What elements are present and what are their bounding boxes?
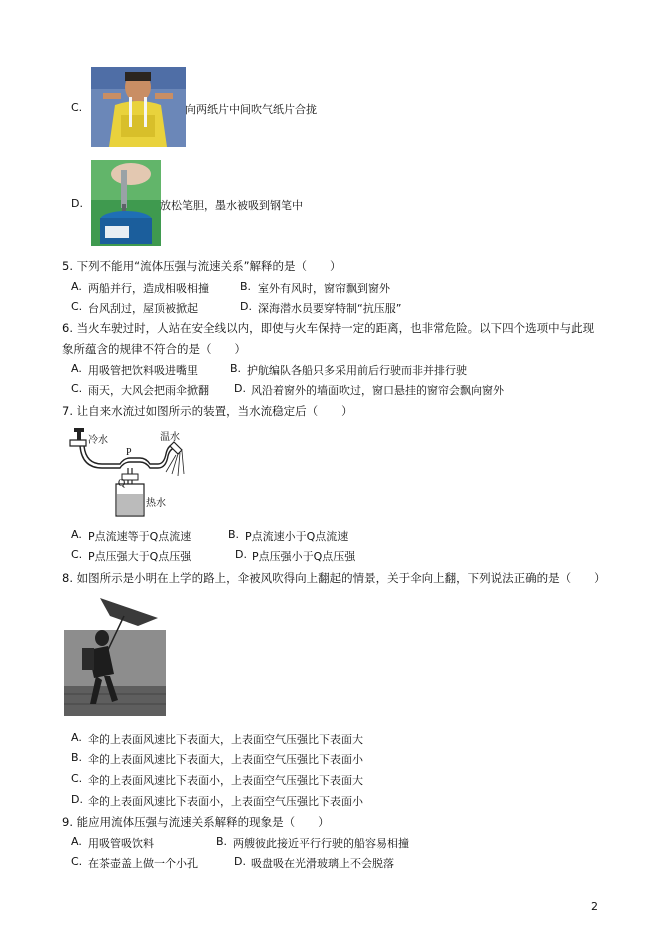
q6-option-c-letter: C. [71, 382, 83, 395]
q8-option-d-text: 伞的上表面风速比下表面小，上表面空气压强比下表面小 [88, 795, 363, 808]
q7-option-d-letter: D. [235, 548, 247, 561]
q9-option-c-letter: C. [71, 855, 83, 868]
q5-option-a-text: 两船并行，造成相吸相撞 [88, 282, 209, 295]
q6-option-d-text: 风沿着窗外的墙面吹过，窗口悬挂的窗帘会飘向窗外 [251, 384, 504, 397]
hot-water-label: 热水 [146, 498, 166, 509]
q7-option-a-text: P点流速等于Q点流速 [88, 530, 192, 543]
q8-option-a-text: 伞的上表面风速比下表面大，上表面空气压强比下表面大 [88, 733, 363, 746]
q5-option-c-letter: C. [71, 300, 83, 313]
q7-option-a-letter: A. [71, 528, 82, 541]
q8-option-b-letter: B. [71, 751, 83, 764]
page-number: 2 [591, 900, 598, 913]
q5-stem: 5. 下列不能用“流体压强与流速关系”解释的是（ ） [62, 259, 342, 273]
cold-water-label: 冷水 [88, 435, 108, 446]
fountain-pen-ink-photo [91, 160, 161, 246]
q9-option-b-letter: B. [216, 835, 228, 848]
q5-option-c-text: 台风刮过，屋顶被掀起 [88, 302, 198, 315]
umbrella-flipped-photo [64, 590, 166, 716]
q6-option-a-letter: A. [71, 362, 82, 375]
q6-option-b-letter: B. [230, 362, 242, 375]
q9-option-c-text: 在茶壶盖上做一个小孔 [88, 857, 198, 870]
q7-option-b-letter: B. [228, 528, 240, 541]
q7-option-b-text: P点流速小于Q点流速 [245, 530, 349, 543]
q5-option-b-letter: B. [240, 280, 252, 293]
q7-stem: 7. 让自来水流过如图所示的装置，当水流稳定后（ ） [62, 404, 353, 418]
q6-stem-line2: 象所蕴含的规律不符合的是（ ） [62, 342, 246, 356]
q6-option-b-text: 护航编队各船只多采用前后行驶而非并排行驶 [247, 364, 467, 377]
q7-option-c-letter: C. [71, 548, 83, 561]
q8-option-c-text: 伞的上表面风速比下表面小，上表面空气压强比下表面大 [88, 774, 363, 787]
point-p-label: P [126, 447, 132, 458]
q9-option-a-text: 用吸管吸饮料 [88, 837, 154, 850]
q9-option-d-letter: D. [234, 855, 246, 868]
q8-stem: 8. 如图所示是小明在上学的路上，伞被风吹得向上翻起的情景，关于伞向上翻，下列说法正确的是（ ） [62, 571, 606, 585]
q4-option-d-text: 放松笔胆，墨水被吸到钢笔中 [160, 199, 303, 212]
q8-option-d-letter: D. [71, 793, 83, 806]
boy-blowing-paper-photo [91, 67, 186, 147]
q9-option-d-text: 吸盘吸在光滑玻璃上不会脱落 [251, 857, 394, 870]
q6-option-a-text: 用吸管把饮料吸进嘴里 [88, 364, 198, 377]
q4-option-c-letter: C. [71, 101, 83, 114]
q4-option-d-letter: D. [71, 197, 83, 210]
q8-option-a-letter: A. [71, 731, 82, 744]
q9-stem: 9. 能应用流体压强与流速关系解释的现象是（ ） [62, 815, 330, 829]
q8-option-b-text: 伞的上表面风速比下表面大，上表面空气压强比下表面小 [88, 753, 363, 766]
q5-option-d-letter: D. [240, 300, 252, 313]
q5-option-d-text: 深海潜水员要穿特制“抗压服” [258, 302, 402, 315]
q6-stem-line1: 6. 当火车驶过时，人站在安全线以内，即使与火车保持一定的距离，也非常危险。以下四个选项中与此现 [62, 321, 595, 335]
q9-option-a-letter: A. [71, 835, 82, 848]
q7-option-d-text: P点压强小于Q点压强 [252, 550, 356, 563]
q5-option-b-text: 室外有风时，窗帘飘到窗外 [258, 282, 390, 295]
q7-option-c-text: P点压强大于Q点压强 [88, 550, 192, 563]
q5-option-a-letter: A. [71, 280, 82, 293]
q4-option-c-text: 向两纸片中间吹气纸片合拢 [185, 103, 317, 116]
q9-option-b-text: 两艘彼此接近平行行驶的船容易相撞 [233, 837, 409, 850]
water-pipe-diagram [62, 422, 187, 520]
warm-water-label: 温水 [160, 432, 180, 443]
q8-option-c-letter: C. [71, 772, 83, 785]
point-q-label: Q [118, 478, 126, 489]
q6-option-d-letter: D. [234, 382, 246, 395]
q6-option-c-text: 雨天，大风会把雨伞掀翻 [88, 384, 209, 397]
